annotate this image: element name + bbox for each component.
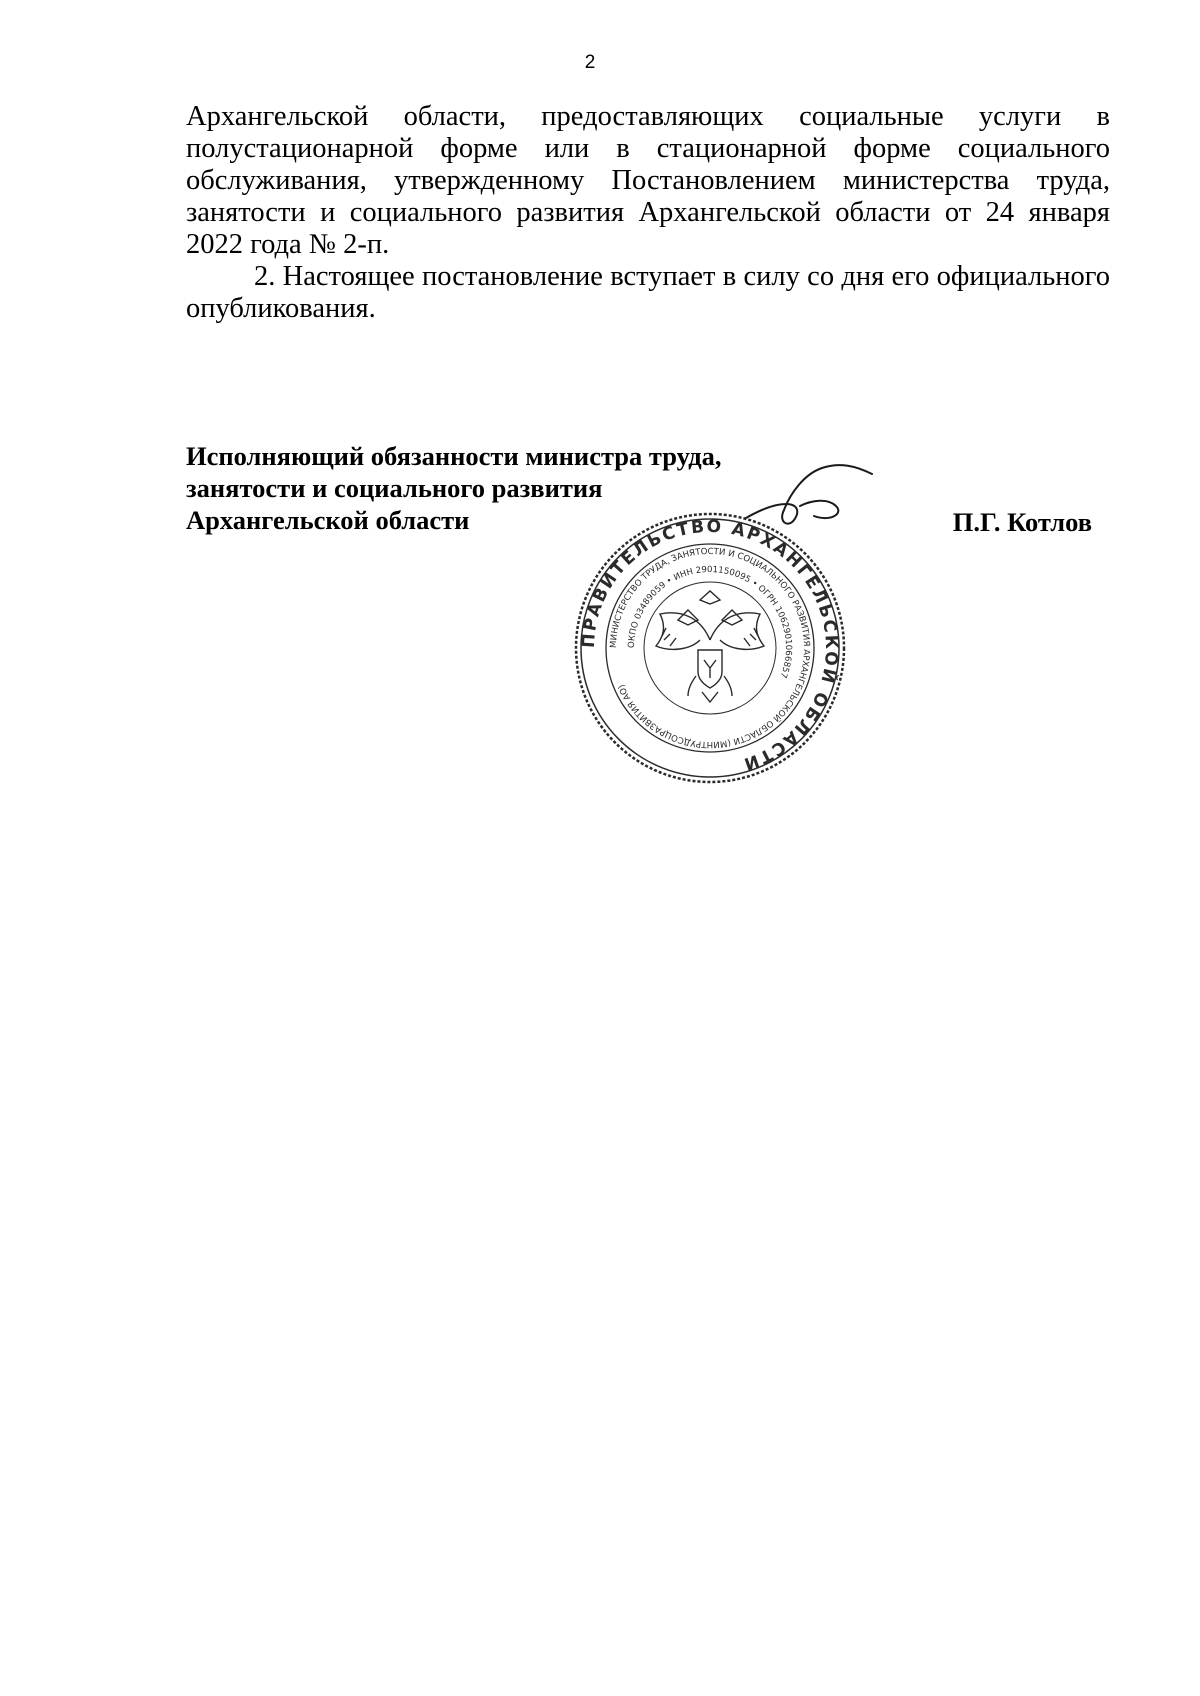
signatory-name: П.Г. Котлов — [952, 507, 1092, 537]
signatory-title-line-2: занятости и социального развития — [186, 473, 603, 503]
stamp-codes-text: ОКПО 03489059 • ИНН 2901150095 • ОГРН 1062901066857 — [626, 564, 794, 680]
stamp-inner-text: МИНИСТЕРСТВО ТРУДА, ЗАНЯТОСТИ И СОЦИАЛЬНОГО РАЗВИТИЯ АРХАНГЕЛЬСКОЙ ОБЛАСТИ (МИНТРУДСОЦРАЗВИТИЯ АО) — [608, 546, 812, 750]
paragraph-2: 2. Настоящее постановление вступает в силу со дня его официального опубликования. — [186, 261, 1110, 324]
signature-scribble — [740, 460, 890, 550]
signatory-title-line-1: Исполняющий обязанности министра труда, — [186, 441, 722, 471]
svg-text:МИНИСТЕРСТВО ТРУДА, ЗАНЯТОСТИ — [609, 547, 811, 749]
paragraph-1: Архангельской области, предоставляющих социальные услуги в полустационарной форме или в стационарной форме социального обслуживания, утвержденному Постановлением министерства труда, занятости и социального развития Архангельской области от 24 января 2022 года № 2-п. — [186, 101, 1110, 260]
signatory-title-line-3: Архангельской области — [186, 505, 470, 535]
document-body — [186, 101, 1110, 325]
page-number: 2 — [584, 52, 596, 73]
stamp-outer-text: ПРАВИТЕЛЬСТВО АРХАНГЕЛЬСКОЙ ОБЛАСТИ — [578, 516, 842, 775]
official-stamp — [570, 508, 850, 788]
coat-of-arms-icon — [656, 591, 764, 702]
